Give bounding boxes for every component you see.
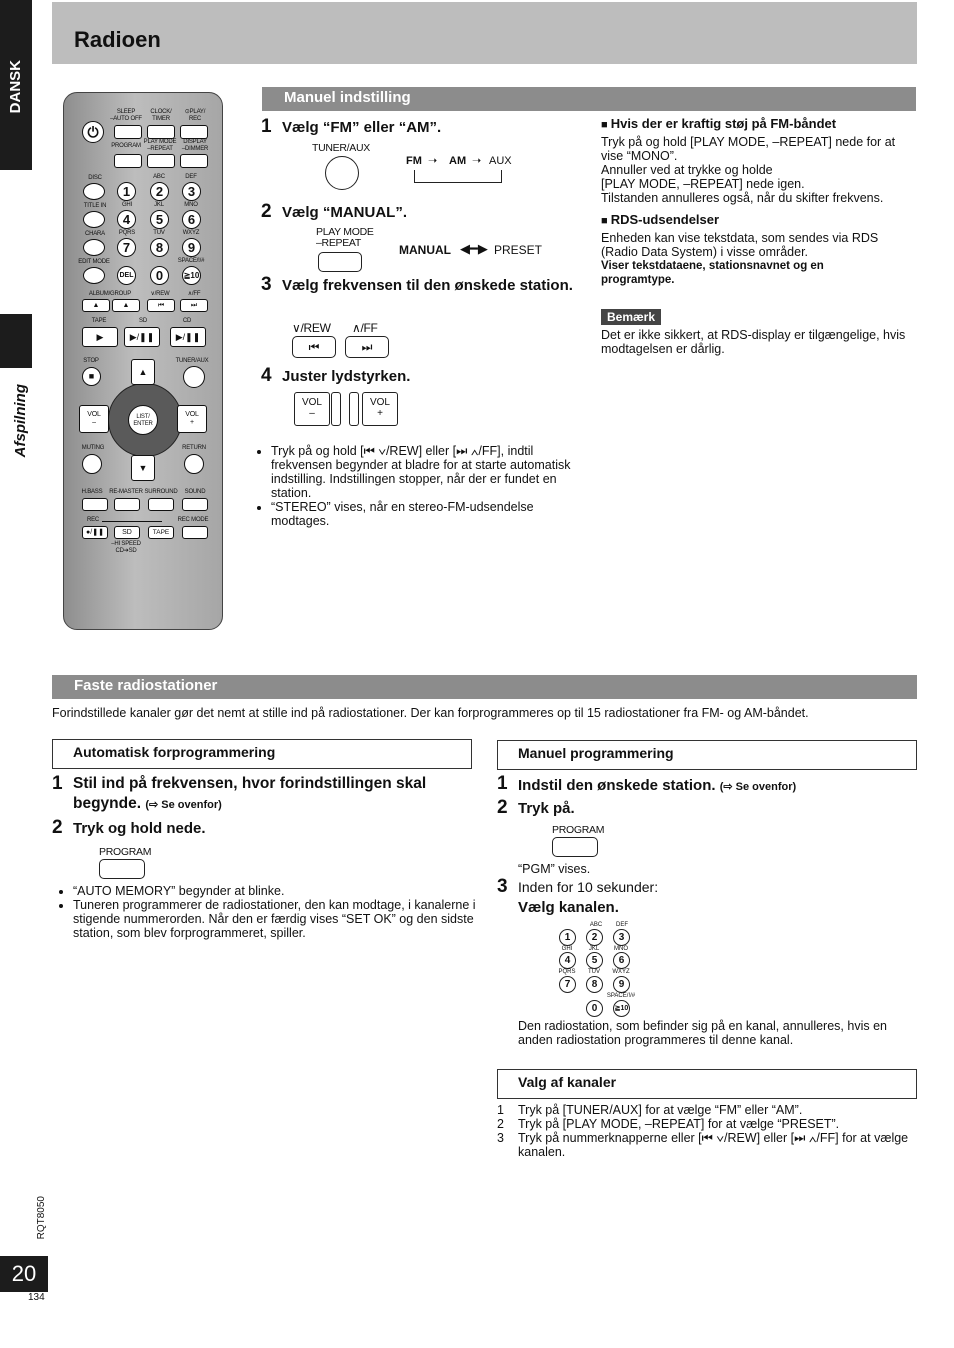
cycle-arrow-1: ➝ <box>428 155 438 167</box>
remote-playrec-label: ⊙PLAY/ REC <box>184 109 206 122</box>
remote-letters-wxyz: WXYZ <box>182 230 200 236</box>
manual-tuning-heading: Manuel indstilling <box>262 87 916 111</box>
language-tab <box>0 0 32 170</box>
remote-playmode-label: PLAY MODE –REPEAT <box>143 139 177 152</box>
vol-down-button[interactable] <box>294 392 330 426</box>
mp-program-button[interactable] <box>552 837 598 857</box>
play-mode-button[interactable] <box>147 154 175 168</box>
kp-key-3[interactable]: 3 <box>613 929 630 946</box>
auto-program-title: Automatisk forprogrammering <box>52 739 472 769</box>
auto-step-2-number: 2 <box>52 817 63 838</box>
kp-letters-abc: ABC <box>589 922 603 928</box>
remote-sd-label: SD <box>139 318 147 324</box>
kp-letters-def: DEF <box>616 922 628 928</box>
kp-key-8[interactable]: 8 <box>586 976 603 993</box>
kp-letters-tuv: TUV <box>588 969 600 975</box>
select-item-2: 2 Tryk på [PLAY MODE, –REPEAT] for at vælge “PRESET”. <box>497 1117 840 1131</box>
select-item-3-text: Tryk på nummerknapperne eller [⏮ ∨/REW] eller [⏭ ∧/FF] for at vælge kanalen. <box>518 1131 909 1159</box>
remote-hispeed-label: –HI SPEED CD➔SD <box>111 541 141 554</box>
auto-bullets <box>61 884 483 940</box>
select-channels-list <box>497 1103 917 1159</box>
select-item-1: 1 Tryk på [TUNER/AUX] for at vælge “FM” eller “AM”. <box>497 1103 803 1117</box>
page-header <box>52 2 917 64</box>
remote-number-7[interactable]: 7 <box>117 238 136 257</box>
cycle-arrow-2: ➝ <box>472 155 482 167</box>
section-marker <box>0 314 32 368</box>
language-label: DANSK <box>7 60 24 114</box>
display-button[interactable] <box>180 154 208 168</box>
cycle-fm: FM <box>406 155 422 167</box>
tape-play-button[interactable]: ▶ <box>82 327 118 347</box>
manual-step-1: Vælg “FM” eller “AM”. <box>282 119 442 136</box>
auto-step-2: Tryk og hold nede. <box>73 820 206 837</box>
remote-album-label: ALBUM/GROUP <box>88 291 132 297</box>
return-button[interactable] <box>184 454 204 474</box>
kp-key-5[interactable]: 5 <box>586 952 603 969</box>
pgm-shown: “PGM” vises. <box>518 862 591 876</box>
down-arrow-button[interactable]: ▼ <box>131 455 155 481</box>
manual-step-3: Vælg frekvensen til den ønskede station. <box>282 277 573 294</box>
vol-down-edge <box>331 392 341 426</box>
manual-program-title: Manuel programmering <box>497 740 917 770</box>
noise-line-3: [PLAY MODE, –REPEAT] nede igen. <box>601 177 805 191</box>
remote-number-3[interactable]: 3 <box>182 182 201 201</box>
manual-tuning-bullets <box>261 444 593 528</box>
kp-key-4[interactable]: 4 <box>559 952 576 969</box>
kp-key-9[interactable]: 9 <box>613 976 630 993</box>
remote-rew-label: ∨/REW <box>150 291 170 297</box>
mp-step-2: Tryk på. <box>518 800 575 817</box>
rec-arrow-line <box>102 521 162 522</box>
manual-step-2-number: 2 <box>261 201 272 222</box>
edit-mode-button[interactable] <box>83 267 105 284</box>
remote-tuner-label: TUNER/AUX <box>175 358 209 364</box>
mp-program-label: PROGRAM <box>552 824 605 836</box>
tuner-aux-button[interactable] <box>325 156 359 190</box>
remote-stop-label: STOP <box>83 358 99 364</box>
remote-letters-mno: MNO <box>184 202 198 208</box>
remote-edit-label: EDIT MODE <box>78 259 110 265</box>
select-item-1-text: Tryk på [TUNER/AUX] for at vælge “FM” eller “AM”. <box>518 1103 803 1117</box>
kp-letters-ghi: GHI <box>561 946 573 952</box>
remote-number-8[interactable]: 8 <box>150 238 169 257</box>
play-mode-label: PLAY MODE –REPEAT <box>316 226 374 249</box>
auto-bullet-2: • Tuneren programmerer de radiostationer, den kan modtage, i kanalerne i stigende nummerorden. Når den er færdig vises “SET OK” og den sidste station, som blev forprogrammeret, spiller. <box>73 898 483 940</box>
remote-number-9[interactable]: 9 <box>182 238 201 257</box>
remote-ff-label: ∧/FF <box>187 291 201 297</box>
surround-button[interactable] <box>148 498 174 511</box>
remote-chara-label: CHARA <box>84 231 105 237</box>
kp-letters-space: SPACE/!/# <box>606 993 636 999</box>
album-up-button[interactable]: ▲ <box>112 299 140 312</box>
delete-button[interactable]: DEL <box>117 266 136 285</box>
clock-timer-button[interactable] <box>147 125 175 139</box>
mp-step-3-number: 3 <box>497 876 508 897</box>
vol-plus-label: VOL + <box>369 397 390 419</box>
auto-program-button[interactable] <box>99 859 145 879</box>
remote-control <box>63 92 223 630</box>
cd-play-button[interactable]: ▶/❚❚ <box>170 327 206 347</box>
power-icon[interactable]: ⏻ <box>82 121 104 143</box>
hbass-button[interactable] <box>82 498 108 511</box>
kp-key-10[interactable]: ≧10 <box>613 1000 630 1017</box>
rec-mode-button[interactable] <box>182 526 208 539</box>
remote-vol-plus-label: VOL + <box>185 411 199 426</box>
manual-step-4-number: 4 <box>261 365 272 386</box>
ff-label: ∧/FF <box>352 321 378 335</box>
remote-letters-def: DEF <box>185 174 197 180</box>
remote-remaster-label: RE-MASTER <box>109 489 143 495</box>
page-number: 20 <box>0 1256 48 1292</box>
kp-letters-wxyz: WXYZ <box>612 969 630 975</box>
list-enter-button[interactable] <box>128 405 158 435</box>
vol-up-edge <box>349 392 359 426</box>
remote-number-2[interactable]: 2 <box>150 182 169 201</box>
remote-disc-label: DISC <box>88 175 102 181</box>
preset-intro: Forindstillede kanaler gør det nemt at stille ind på radiostationer. Der kan forprogrammeres op til 15 radiostationer fra FM- og AM-båndet. <box>52 706 809 720</box>
rds-text: Enheden kan vise tekstdata, som sendes via RDS (Radio Data System) i visse områder. <box>601 231 879 259</box>
remote-cd-label: CD <box>182 318 192 324</box>
auto-step-1-ref: (⇨ Se ovenfor) <box>145 799 222 811</box>
rds-title: RDS-udsendelser <box>610 212 720 227</box>
remote-return-label: RETURN <box>182 445 206 451</box>
mp-step-1-text: Indstil den ønskede station. <box>518 777 716 794</box>
remote-letters-jkl: JKL <box>154 202 164 208</box>
kp-letters-jkl: JKL <box>588 946 600 952</box>
sub-page-number: 134 <box>28 1292 45 1303</box>
cycle-aux: AUX <box>489 155 512 167</box>
rec-sd-button[interactable]: SD <box>114 526 140 539</box>
album-down-button[interactable]: ▲ <box>82 299 110 312</box>
kp-key-0[interactable]: 0 <box>586 1000 603 1017</box>
kp-letters-pqrs: PQRS <box>558 969 576 975</box>
remote-vol-minus-label: VOL – <box>87 411 101 426</box>
remote-number-5[interactable]: 5 <box>150 210 169 229</box>
mp-step-3b: Vælg kanalen. <box>518 899 619 916</box>
noise-text <box>601 135 915 205</box>
play-mode-button[interactable] <box>318 252 362 272</box>
noise-title-row: ■ Hvis der er kraftig støj på FM-båndet <box>601 116 837 131</box>
remark-text: Det er ikke sikkert, at RDS-display er tilgængelige, hvis modtagelsen er dårlig. <box>601 328 906 356</box>
mp-note: Den radiostation, som befinder sig på en kanal, annulleres, hvis en anden radiostation programmeres til denne kanal. <box>518 1019 887 1047</box>
auto-step-1 <box>73 774 468 815</box>
remote-clock-label: CLOCK/ TIMER <box>150 109 172 122</box>
preset-heading: Faste radiostationer <box>52 675 917 699</box>
remote-program-label: PROGRAM <box>111 143 141 149</box>
rds-bold-text: Viser tekstdataene, stationsnavnet og en programtype. <box>601 260 824 286</box>
remote-number-0[interactable]: 0 <box>150 266 169 285</box>
remote-display-label: DISPLAY –DIMMER <box>181 139 209 152</box>
mp-step-1 <box>518 776 796 797</box>
noise-line-4: Tilstanden annulleres også, når du skifter frekvens. <box>601 191 884 205</box>
rew-label: ∨/REW <box>292 321 331 335</box>
remote-number-6[interactable]: 6 <box>182 210 201 229</box>
rec-tape-button[interactable]: TAPE <box>148 526 174 539</box>
remote-recmode-label: REC MODE <box>177 517 209 523</box>
manual-step-4: Juster lydstyrken. <box>282 368 411 385</box>
remote-tape-label: TAPE <box>91 318 107 324</box>
remote-rec-label: REC <box>86 517 100 523</box>
rew-button[interactable]: ⏮ <box>147 299 175 312</box>
remote-sound-label: SOUND <box>184 489 206 495</box>
mp-step-1-number: 1 <box>497 773 508 794</box>
noise-line-1: Tryk på og hold [PLAY MODE, –REPEAT] nede for at vise “MONO”. <box>601 135 896 163</box>
remote-letters-ghi: GHI <box>121 202 133 208</box>
sound-button[interactable] <box>182 498 208 511</box>
mp-step-2-number: 2 <box>497 797 508 818</box>
cycle-am: AM <box>449 155 467 167</box>
remaster-button[interactable] <box>114 498 140 511</box>
noise-title: Hvis der er kraftig støj på FM-båndet <box>610 116 837 131</box>
manual-step-1-number: 1 <box>261 116 272 137</box>
vol-up-button[interactable] <box>177 405 207 433</box>
ff-button[interactable]: ⏭ <box>180 299 208 312</box>
title-in-button[interactable] <box>83 211 105 228</box>
kp-letters-mno: MNO <box>614 946 628 952</box>
remote-number-10[interactable]: ≧10 <box>182 266 201 285</box>
disc-button[interactable] <box>83 183 105 200</box>
auto-step-1-number: 1 <box>52 773 63 794</box>
remote-number-4[interactable]: 4 <box>117 210 136 229</box>
program-button[interactable] <box>114 154 142 168</box>
remote-number-1[interactable]: 1 <box>117 182 136 201</box>
up-arrow-button[interactable]: ▲ <box>131 359 155 385</box>
manual-bullet-1: • Tryk på og hold [⏮ ∨/REW] eller [⏭ ∧/FF], indtil frekvensen begynder at bladre for at starte automatisk indstilling. Indstillingen stopper, når der er fundet en station. <box>271 444 593 500</box>
select-item-2-text: Tryk på [PLAY MODE, –REPEAT] for at vælge “PRESET”. <box>518 1117 840 1131</box>
select-item-3: 3 Tryk på nummerknapperne eller [⏮ ∨/REW] eller [⏭ ∧/FF] for at vælge kanalen. <box>497 1131 917 1159</box>
sleep-button[interactable] <box>114 125 142 139</box>
preset-word: PRESET <box>494 243 543 257</box>
manual-bullet-2: • “STEREO” vises, når en stereo-FM-udsendelse modtages. <box>271 500 593 528</box>
remote-titlein-label: TITLE IN <box>83 203 107 209</box>
rew-button[interactable]: ⏮ <box>292 336 336 358</box>
rec-button[interactable]: ●/❚❚ <box>82 526 108 539</box>
toggle-arrow: ◀━▶ <box>460 241 488 256</box>
play-rec-button[interactable] <box>180 125 208 139</box>
select-channels-title: Valg af kanaler <box>497 1069 917 1099</box>
remote-letters-pqrs: PQRS <box>118 230 136 236</box>
tuner-aux-label: TUNER/AUX <box>312 142 370 154</box>
auto-bullet-1: • “AUTO MEMORY” begynder at blinke. <box>73 884 483 898</box>
rds-title-row: ■ RDS-udsendelser <box>601 212 720 227</box>
remote-sleep-label: SLEEP –AUTO OFF <box>110 109 142 122</box>
cycle-return-line <box>414 170 502 183</box>
auto-step-1-text: Stil ind på frekvensen, hvor forindstillingen skal begynde. <box>73 775 427 812</box>
kp-key-1[interactable]: 1 <box>559 929 576 946</box>
remark-badge: Bemærk <box>601 309 661 325</box>
remote-letters-abc: ABC <box>153 174 165 180</box>
section-label: Afspilning <box>12 384 29 458</box>
mp-step-3a: Inden for 10 sekunder: <box>518 879 659 895</box>
kp-key-7[interactable]: 7 <box>559 976 576 993</box>
manual-step-2: Vælg “MANUAL”. <box>282 204 407 221</box>
remote-muting-label: MUTING <box>81 445 105 451</box>
sd-play-button[interactable]: ▶/❚❚ <box>124 327 160 347</box>
remote-surround-label: SURROUND <box>144 489 178 495</box>
remote-hbass-label: H.BASS <box>81 489 103 495</box>
ff-button[interactable]: ⏭ <box>345 336 389 358</box>
vol-minus-label: VOL – <box>301 397 322 419</box>
mp-step-1-ref: (⇨ Se ovenfor) <box>719 781 797 793</box>
remote-list-label: LIST/ ENTER <box>133 414 153 427</box>
vol-down-button[interactable] <box>79 405 109 433</box>
chara-button[interactable] <box>83 239 105 256</box>
kp-key-6[interactable]: 6 <box>613 952 630 969</box>
muting-button[interactable] <box>82 454 102 474</box>
auto-program-label: PROGRAM <box>99 846 152 858</box>
noise-line-2: Annuller ved at trykke og holde <box>601 163 773 177</box>
remote-letters-space: SPACE/!/# <box>177 258 205 264</box>
manual-word: MANUAL <box>399 243 451 257</box>
kp-key-2[interactable]: 2 <box>586 929 603 946</box>
doc-code: RQT8050 <box>36 1196 47 1240</box>
remote-letters-tuv: TUV <box>153 230 165 236</box>
stop-button[interactable]: ■ <box>82 367 101 386</box>
page-title: Radioen <box>74 27 161 52</box>
keypad-illustration <box>552 920 642 1018</box>
vol-up-button[interactable] <box>362 392 398 426</box>
manual-step-3-number: 3 <box>261 274 272 295</box>
tuner-aux-button[interactable] <box>183 366 205 388</box>
